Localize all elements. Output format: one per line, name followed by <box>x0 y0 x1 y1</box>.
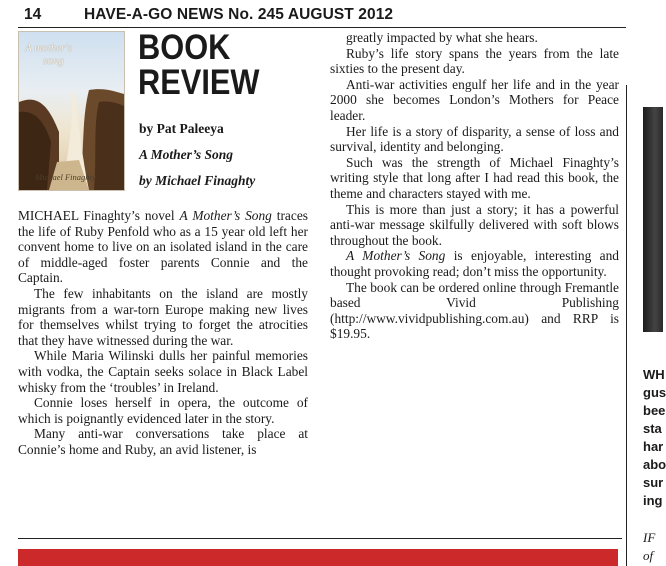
paragraph: The book can be ordered online through Fremantle based Vivid Publishing (http://www.vividpublishing.com.au) and RRP is $19.95. <box>330 279 619 342</box>
paragraph: MICHAEL Finaghty’s novel A Mother’s Song traces the life of Ruby Penfold who as a 15 year old left her convent home to live on an isolated island in the care of middle-aged foster parents Connie and the Captain. <box>18 208 308 286</box>
adjacent-article-text: sur <box>643 475 664 490</box>
paragraph: Her life is a story of disparity, a sense of loss and survival, identity and belonging. <box>330 123 619 155</box>
paragraph: While Maria Wilinski dulls her painful memories with vodka, the Captain seeks solace in Black Label whisky from the ‘troubles’ in Ireland. <box>18 348 308 395</box>
next-article-banner <box>18 549 618 566</box>
paragraph: Ruby’s life story spans the years from the late sixties to the present day. <box>330 45 619 77</box>
cover-title-line2: song <box>43 55 64 67</box>
adjacent-article-text: sta <box>643 421 662 436</box>
adjacent-article-text: gus <box>643 385 666 400</box>
column-divider <box>626 85 627 566</box>
paragraph: This is more than just a story; it has a powerful anti-war message skilfully delivered with soft blows throughout the book. <box>330 201 619 248</box>
adjacent-article-italic: of <box>643 548 654 563</box>
paragraph: greatly impacted by what she hears. <box>346 30 538 45</box>
masthead: HAVE-A-GO NEWS No. 245 AUGUST 2012 <box>84 6 394 23</box>
paragraph: Such was the strength of Michael Finaghty’s writing style that long after I had read this book, the theme and characters stayed with me. <box>330 154 619 201</box>
adjacent-article-text: har <box>643 439 664 454</box>
paragraph: Anti-war activities engulf her life and in the year 2000 she becomes London’s Mothers for Peace leader. <box>330 76 619 123</box>
adjacent-article-text: bee <box>643 403 666 418</box>
paragraph: Connie loses herself in opera, the outcome of which is poignantly evidenced later in the story. <box>18 395 308 426</box>
paragraph: The few inhabitants on the island are mostly migrants from a war-torn Europe making new lives for themselves whilst trying to forget the atrocities that they have witnessed during the war. <box>18 285 308 348</box>
byline: by Pat Paleeya <box>139 121 224 136</box>
paragraph: A Mother’s Song is enjoyable, interesting and thought provoking read; don’t miss the opportunity. <box>330 248 619 279</box>
paragraph: Many anti-war conversations take place at Connie’s home and Ruby, an avid listener, is <box>18 426 308 457</box>
adjacent-article-italic: IF <box>643 530 656 545</box>
adjacent-article-text: WH <box>643 367 665 382</box>
book-title: A Mother’s Song <box>139 147 234 162</box>
article-column-1 <box>18 208 308 458</box>
book-author: by Michael Finaghty <box>139 173 256 188</box>
bottom-rule <box>18 538 622 539</box>
review-heading: BOOK REVIEW <box>138 28 260 102</box>
adjacent-article-photo <box>643 107 663 332</box>
cover-landscape-art <box>19 32 124 190</box>
adjacent-article-text: abo <box>643 457 666 472</box>
adjacent-article-text: ing <box>643 493 663 508</box>
article-column-2 <box>330 30 619 342</box>
book-cover-image <box>18 31 125 191</box>
page-header <box>20 6 620 26</box>
cover-title: A mother's <box>25 42 73 54</box>
page-number: 14 <box>24 6 42 23</box>
cover-author: Michael Finaghty <box>35 172 96 182</box>
header-rule <box>18 27 626 28</box>
